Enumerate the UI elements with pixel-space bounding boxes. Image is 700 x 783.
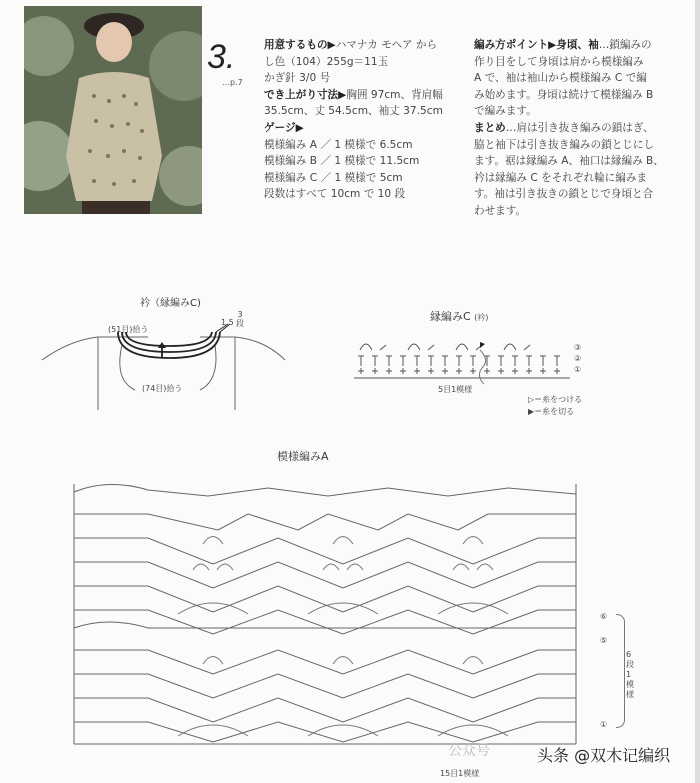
materials-line: し色（104）255g＝11玉 [264, 55, 389, 68]
collar-outer-label: (74目)拾う [142, 384, 183, 393]
collar-rows-label [236, 310, 244, 328]
collar-diagram [40, 310, 290, 420]
finishing-line: 衿は縁編み C をそれぞれ輪に編みま [474, 171, 648, 184]
repeat-bracket [616, 614, 625, 728]
collar-height-label: 1.5 [221, 318, 234, 327]
size-line: 35.5cm、丈 54.5cm、袖丈 37.5cm [264, 105, 443, 118]
points-line: で編みます。 [474, 105, 537, 118]
edging-c-chart [352, 338, 572, 388]
page-edge [695, 0, 700, 783]
finishing-line: …肩は引き抜き編みの鎖はぎ、 [505, 121, 654, 134]
attach-yarn-icon: ▷ [528, 395, 535, 404]
pattern-a-row-1: ① [600, 720, 608, 729]
finishing-line: ます。裾は縁編み A、袖口は縁編み B、 [474, 155, 664, 168]
cut-yarn-icon: ▶ [528, 407, 535, 416]
materials-heading: 用意するもの▶ [264, 39, 336, 51]
points-line: A で、袖は袖山から模様編み C で編 [474, 72, 647, 85]
collar-inner-label: (51目)拾う [108, 325, 149, 334]
model-photo [24, 6, 202, 214]
rows-number: 3 [237, 310, 243, 319]
pattern-a-row-6: ⑥ [600, 612, 608, 621]
row-label: ② [574, 354, 582, 363]
gauge-line: 模様編み A ／ 1 模様で 6.5cm [264, 138, 413, 151]
finishing-line: す。袖は引き抜きの鎖とじで身頃と合 [474, 188, 654, 201]
row-label: ① [574, 365, 582, 374]
pattern-number: 3. [207, 38, 236, 76]
pattern-a-repeat-sts: 15目1模様 [440, 769, 480, 778]
finishing-heading: まとめ [474, 121, 506, 134]
finishing-line: わせます。 [474, 204, 527, 217]
edging-c-row-labels [574, 342, 581, 375]
rows-unit: 段 [236, 319, 244, 328]
row-label: ③ [574, 343, 582, 352]
legend-cut-yarn [528, 406, 574, 417]
watermark-faint: 公众号 [448, 743, 490, 759]
gauge-line: 模様編み B ／ 1 模様で 11.5cm [264, 155, 420, 168]
materials-column [264, 37, 464, 203]
pattern-a-repeat-rows: 6段1模様 [626, 650, 634, 699]
edging-c-subtitle: (衿) [474, 313, 489, 322]
legend-text: ＝糸を切る [534, 407, 575, 416]
points-line: 作り目をして身頃は肩から模様編み [474, 55, 644, 68]
materials-line: ハマナカ モヘア から [335, 39, 438, 51]
pattern-a-title: 模様編みA [277, 450, 329, 463]
points-heading: 編み方ポイント▶身頃、袖 [474, 39, 599, 51]
materials-line: かぎ針 3/0 号 [264, 72, 331, 85]
edging-c-title-text: 縁編みC [430, 310, 471, 323]
gauge-line: 段数はすべて 10cm で 10 段 [264, 188, 406, 201]
page-reference: …p.7 [222, 78, 243, 87]
pattern-a-chart [68, 474, 588, 764]
points-line: …鎖編みの [598, 39, 652, 51]
gauge-line: 模様編み C ／ 1 模様で 5cm [264, 171, 403, 184]
legend-text: ＝糸をつける [534, 395, 583, 404]
instructions-column [474, 37, 680, 220]
watermark-main: 头条 @双木记编织 [537, 746, 671, 765]
size-line: 胸囲 97cm、背肩幅 [346, 88, 443, 101]
finishing-line: 脇と袖下は引き抜き編みの鎖とじにし [474, 138, 655, 151]
collar-diagram-title: 衿（縁編みC) [140, 298, 201, 309]
size-heading: でき上がり寸法▶ [264, 88, 347, 101]
edging-c-title [430, 308, 488, 324]
edging-c-repeat-label: 5目1模様 [438, 385, 473, 394]
legend-attach-yarn [528, 394, 582, 405]
gauge-heading: ゲージ▶ [264, 121, 304, 134]
points-line: み始めます。身頃は続けて模様編み B [474, 88, 654, 101]
pattern-a-row-5: ⑤ [600, 636, 608, 645]
